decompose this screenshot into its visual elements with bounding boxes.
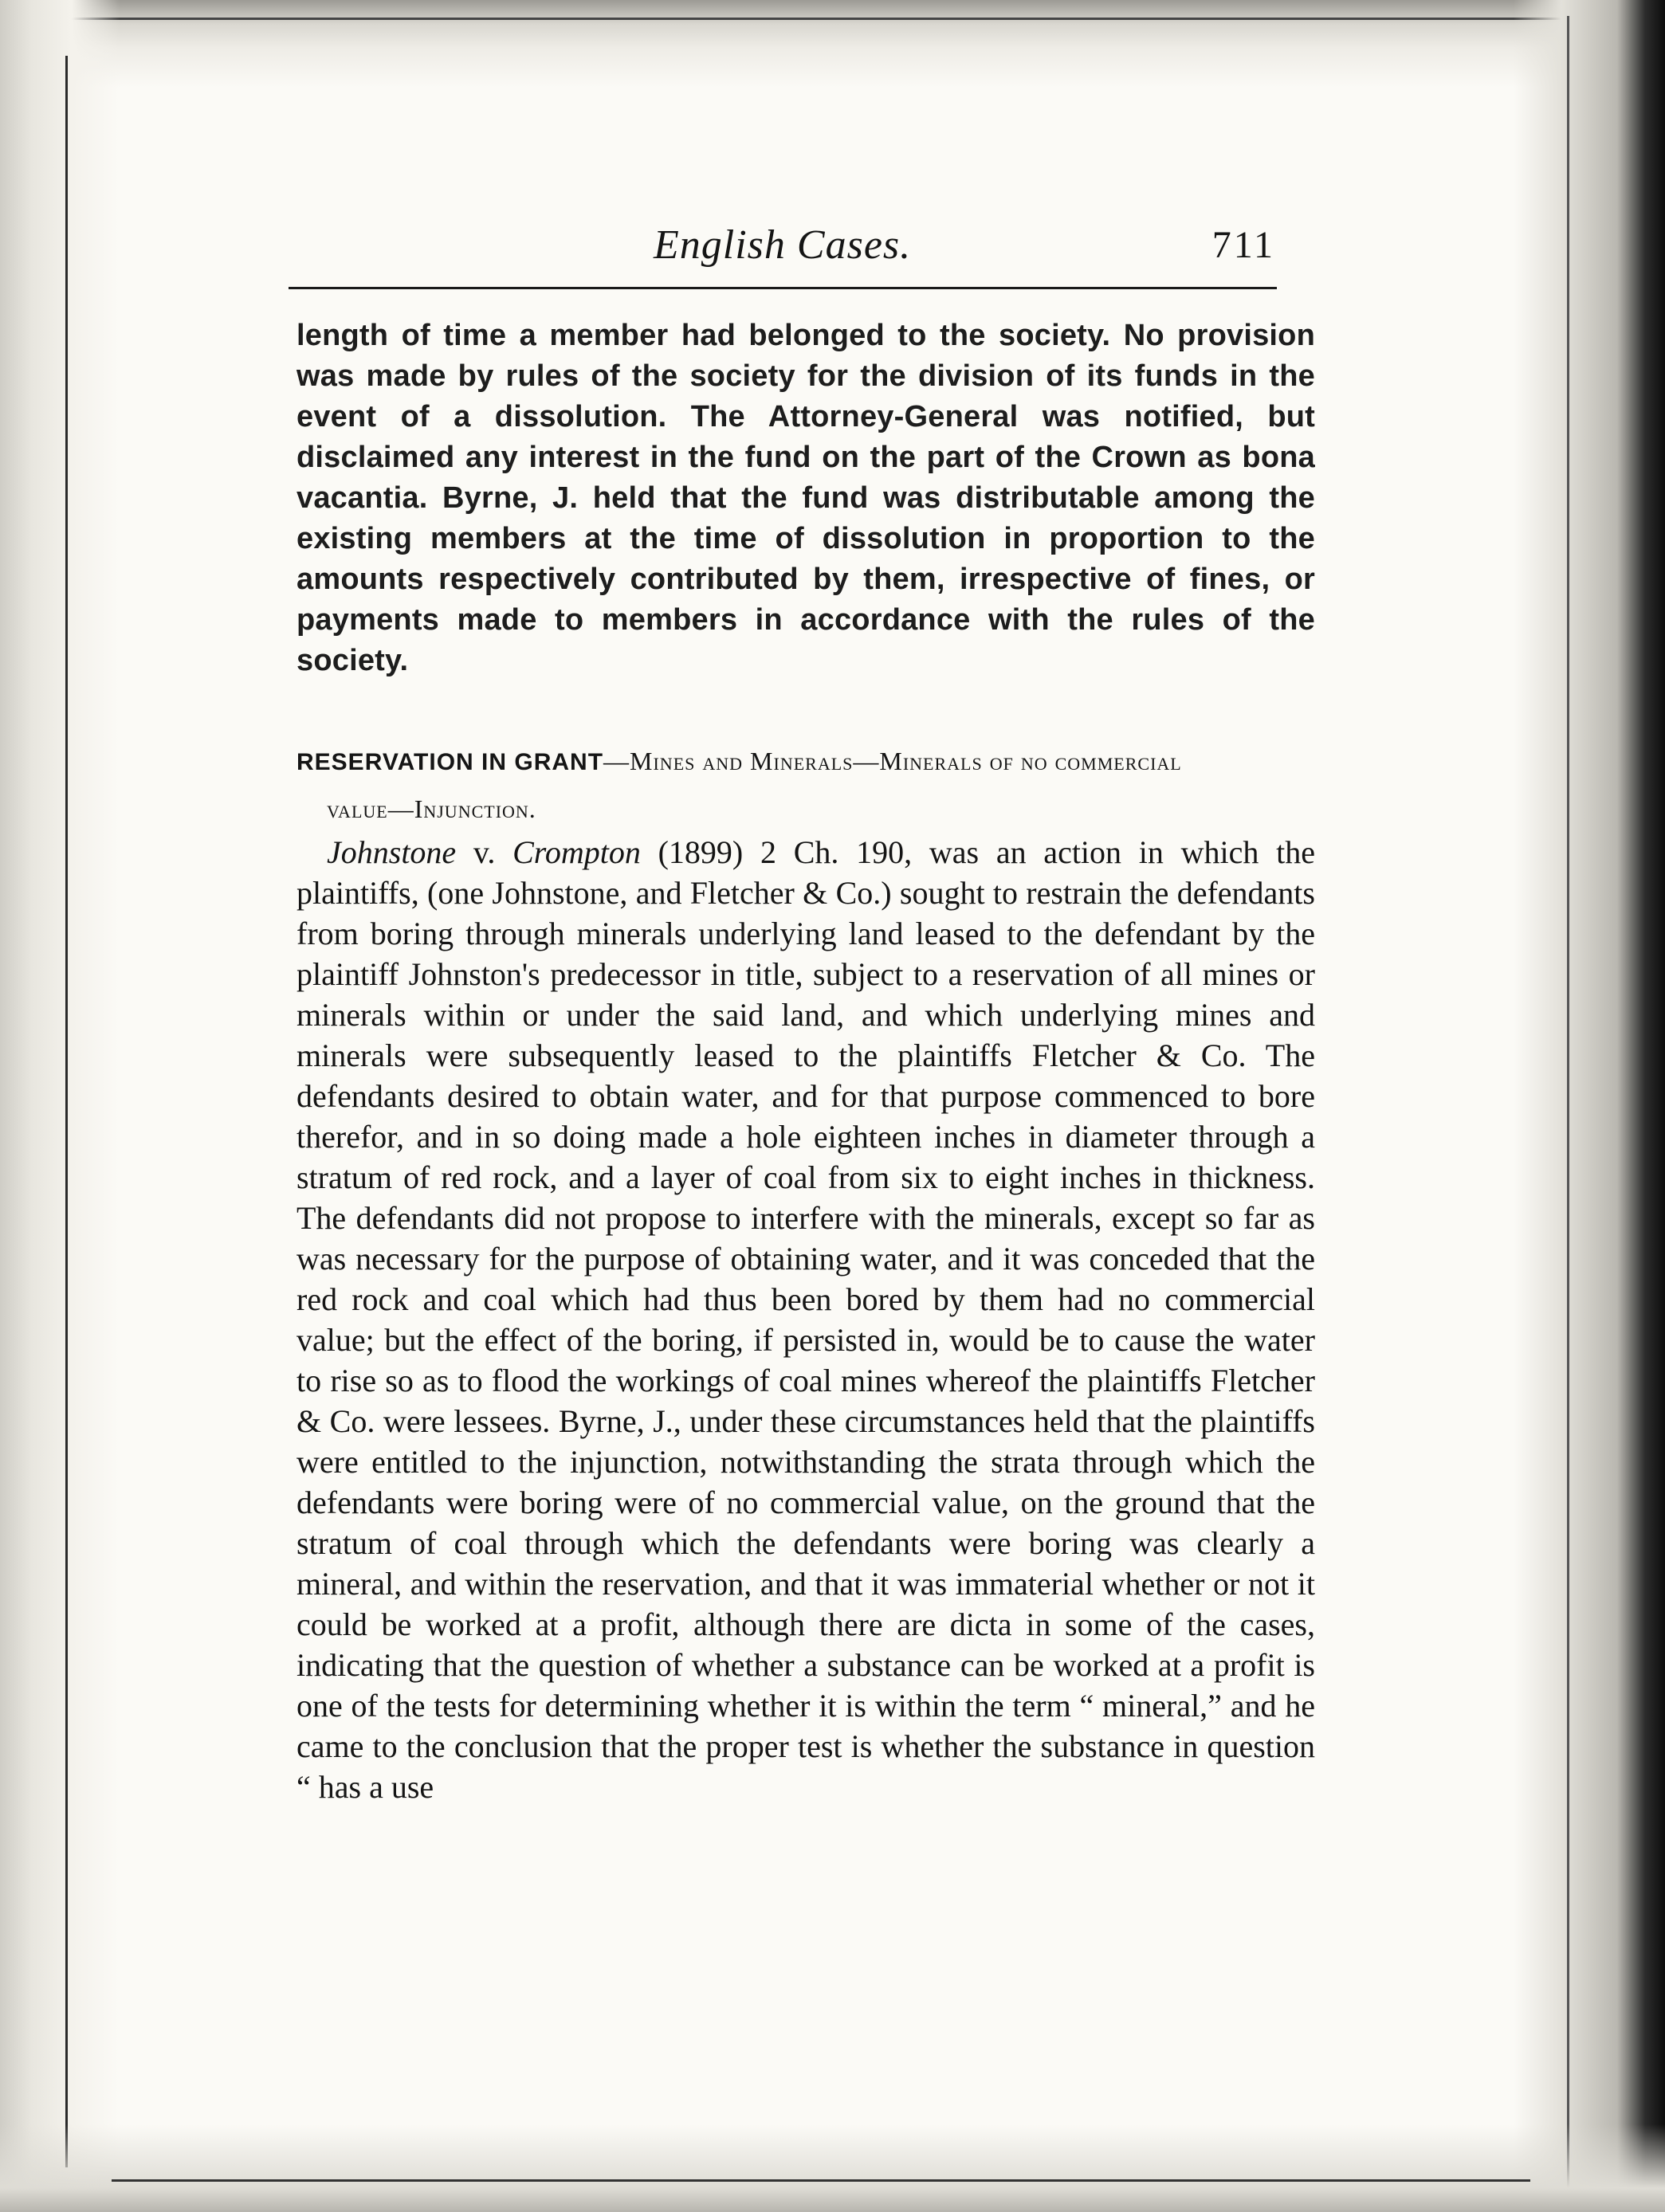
- scan-edge-top: [0, 0, 1665, 88]
- case-paragraph: [296, 832, 1315, 1807]
- heading-topics-continued: value—Injunction.: [327, 794, 536, 823]
- page-number: 711: [1211, 224, 1275, 266]
- case-versus: v.: [456, 834, 513, 870]
- continued-paragraph: length of time a member had belonged to the society. No provision was made by rules of the society for the division of its funds in the event of a dissolution. The Attorney-General was notified, but disclaimed any interest in the fund on the part of the Crown as bona vacantia. Byrne, J. held that the fund was distributable among the existing members at the time of dissolution in proportion to the amounts respectively contributed by them, irrespective of fines, or payments made to members in accordance with the rules of the society.: [296, 319, 1315, 677]
- scan-edge-right-line: [1567, 16, 1569, 2199]
- scan-edge-top-line: [48, 18, 1562, 20]
- case-name-plaintiff: Johnstone: [327, 834, 457, 870]
- scan-edge-bottom: [0, 2124, 1665, 2212]
- scan-edge-right: [1514, 0, 1665, 2212]
- case-body: (1899) 2 Ch. 190, was an action in which the plaintiffs, (one Johnstone, and Fletcher & Co.) sought to restrain the defendants from boring through minerals underlying land leased to the defendant by the plaintiff Johnston's predecessor in title, subject to a reservation of all mines or minerals within or under the said land, and which underlying mines and minerals were subsequently leased to the plaintiffs Fletcher & Co. The defendants desired to obtain water, and for that purpose commenced to bore therefor, and in so doing made a hole eighteen inches in diameter through a stratum of red rock, and a layer of coal from six to eight inches in thickness. The defendants did not propose to interfere with the minerals, except so far as was necessary for the purpose of obtaining water, and it was conceded that the red rock and coal which had thus been bored by them had no commercial value; but the effect of the boring, if persisted in, would be to cause the water to rise so as to flood the workings of coal mines whereof the plaintiffs Fletcher & Co. were lessees. Byrne, J., under these circumstances held that the plaintiffs were entitled to the injunction, notwithstanding the strata through which the defendants were boring were of no commercial value, on the ground that the stratum of coal through which the defendants were boring was clearly a mineral, and within the reservation, and that it was immaterial whether or not it could be worked at a profit, although there are dicta in some of the cases, indicating that the question of whether a substance can be worked at a profit is one of the tests for determining whether it is within the term “ mineral,” and he came to the conclusion that the proper test is whether the substance in question “ has a use: [296, 834, 1316, 1805]
- section-heading: [296, 738, 1321, 832]
- heading-topics: —Mines and Minerals—Minerals of no commercial: [603, 747, 1182, 775]
- scan-edge-bottom-line: [112, 2179, 1530, 2182]
- scan-edge-left: [0, 0, 120, 2212]
- running-title: English Cases.: [654, 222, 912, 268]
- case-name-defendant: Crompton: [512, 834, 641, 870]
- page-header: [303, 222, 1275, 285]
- scan-edge-left-line: [65, 56, 68, 2167]
- heading-lead: RESERVATION IN GRANT: [296, 749, 604, 775]
- header-rule: [289, 287, 1277, 289]
